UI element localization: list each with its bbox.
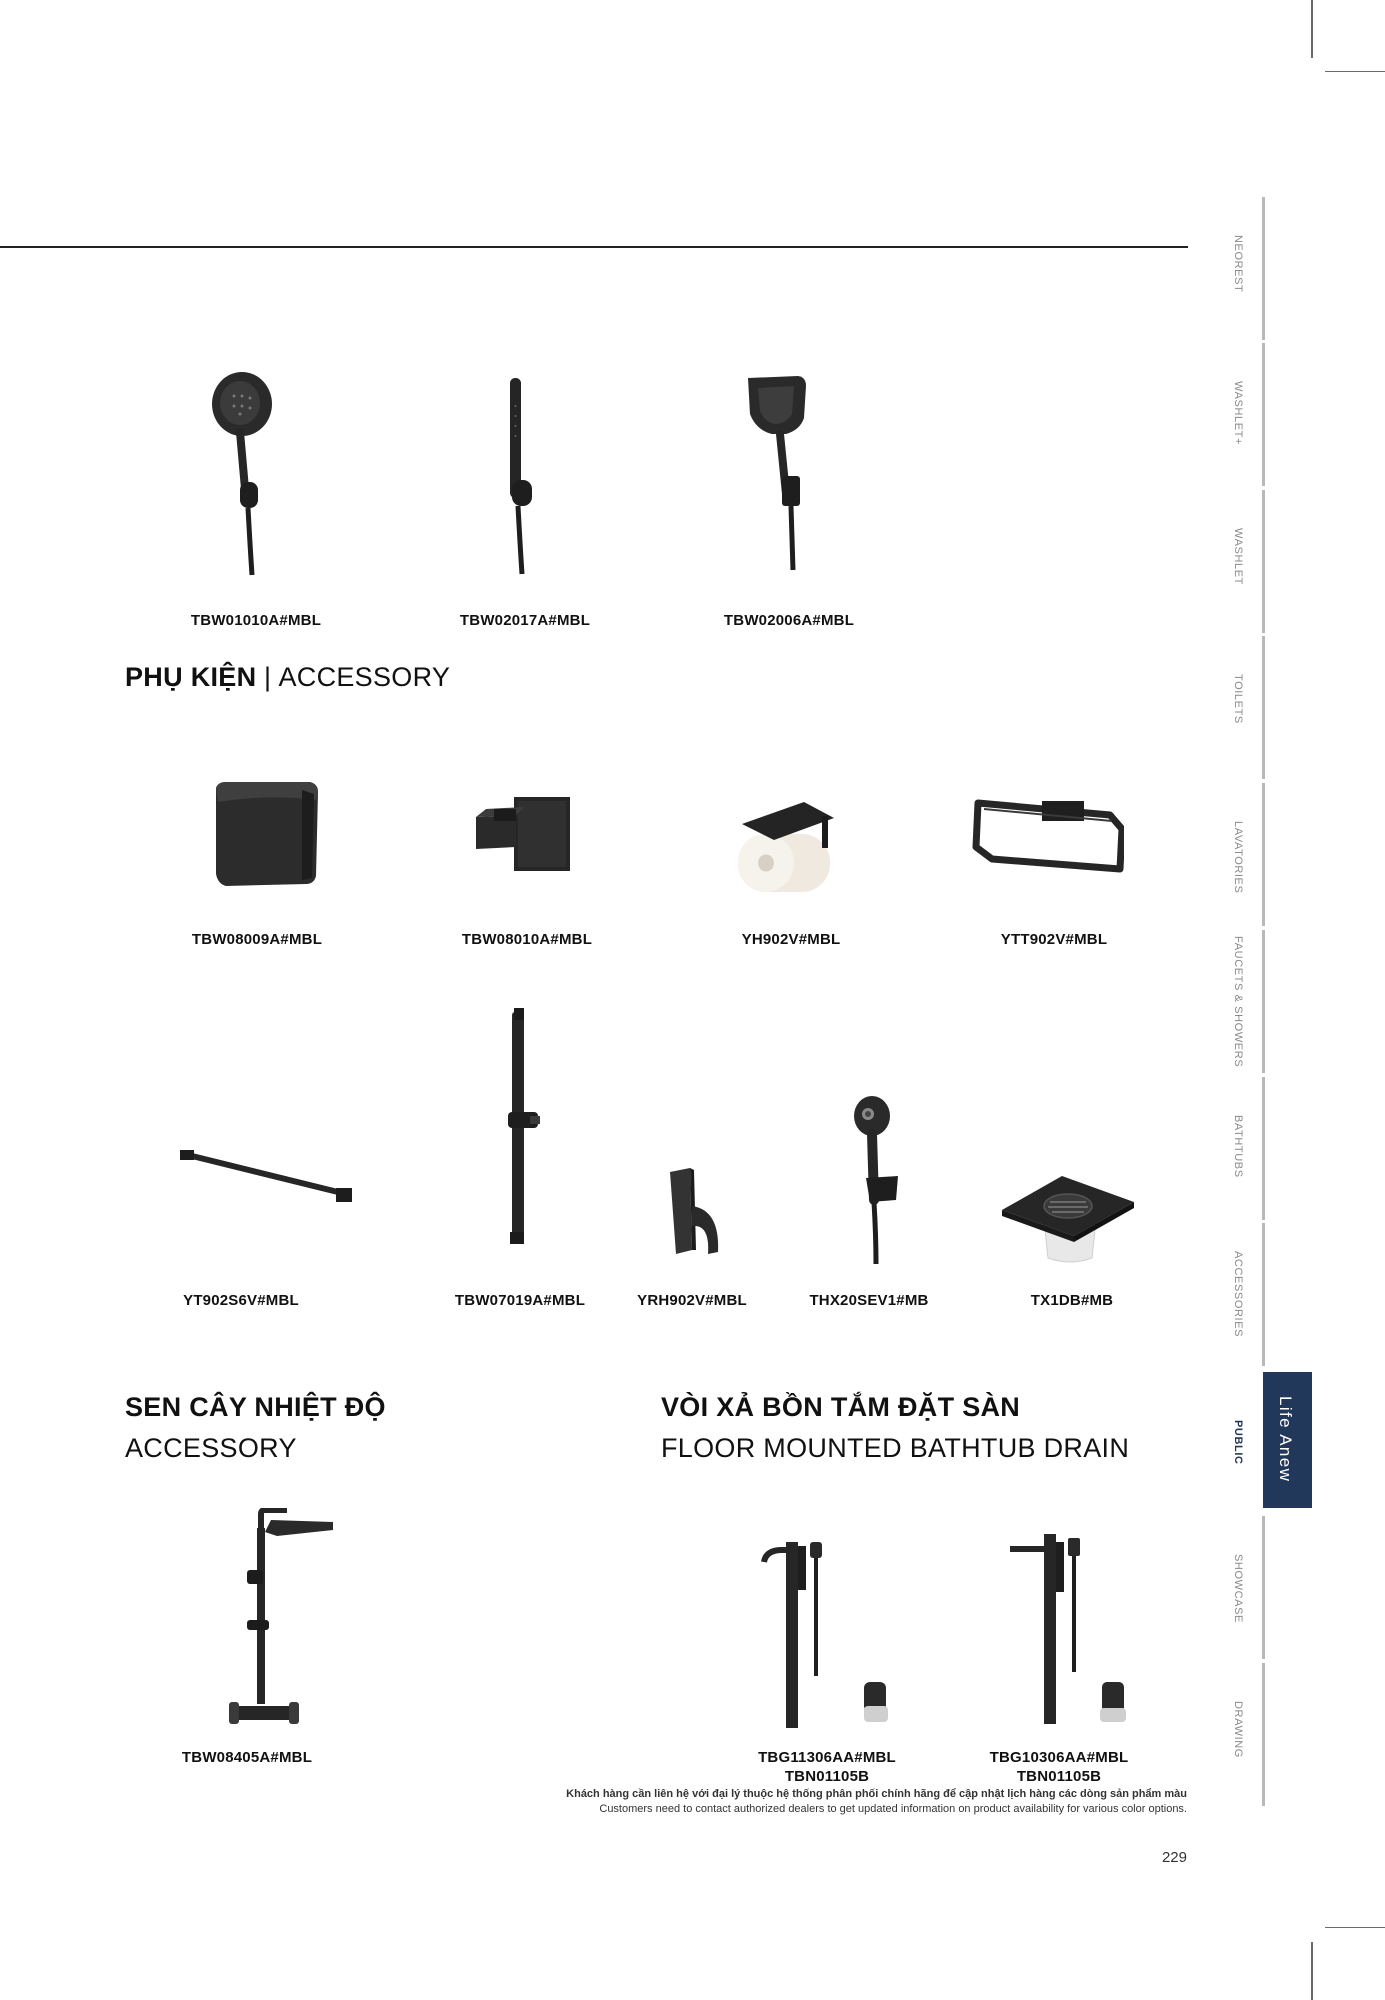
product-code: TBW02006A#MBL [723, 612, 855, 629]
product-code: YTT902V#MBL [1000, 931, 1108, 948]
header-rule [0, 246, 1188, 248]
towel-bar-icon [180, 1148, 352, 1208]
product-code: THX20SEV1#MB [809, 1292, 929, 1309]
sidebar-item-label: ACCESSORIES [1232, 1251, 1244, 1338]
hand-shower-square-icon [742, 374, 832, 574]
floor-mixer-round-icon [760, 1536, 896, 1728]
sidebar-divider [1262, 636, 1265, 779]
wall-elbow-icon [474, 795, 574, 875]
product-code: TBW08010A#MBL [461, 931, 593, 948]
product-code: YH902V#MBL [741, 931, 841, 948]
product-ytt902v[interactable] [972, 795, 1124, 875]
product-yrh902v[interactable] [664, 1166, 726, 1258]
product-code: TBW08009A#MBL [191, 931, 323, 948]
product-tbg10306aa[interactable] [1008, 1532, 1148, 1728]
product-code: TBW01010A#MBL [190, 612, 322, 629]
sidebar-item-washlet[interactable] [1222, 490, 1262, 633]
sidebar-item-lavatories[interactable] [1222, 783, 1262, 926]
footnote-en: Customers need to contact authorized dealers to get updated information on product availability for various color options. [599, 1803, 1187, 1815]
sidebar-divider [1262, 490, 1265, 633]
product-tbw07019a[interactable] [500, 1008, 550, 1244]
product-tbw08009a[interactable] [210, 780, 320, 890]
product-code: TX1DB#MB [1030, 1292, 1114, 1309]
paper-holder-icon [734, 796, 840, 896]
sidebar-item-toilets[interactable] [1222, 636, 1262, 779]
brand-tab-label: Life Anew [1276, 1396, 1295, 1483]
sidebar-item-label: TOILETS [1232, 674, 1244, 724]
sidebar-item-label: WASHLET+ [1232, 381, 1244, 445]
product-tbw08405a[interactable] [225, 1508, 337, 1728]
sidebar-item-label: BATHTUBS [1232, 1115, 1244, 1178]
product-tbg11306aa[interactable] [760, 1536, 896, 1728]
sidebar-divider [1262, 783, 1265, 926]
floor-drain-icon [1000, 1172, 1136, 1264]
product-code: YRH902V#MBL [637, 1292, 747, 1309]
section-title-en: ACCESSORY [278, 662, 451, 692]
product-code: TBG10306AA#MBL [989, 1749, 1129, 1766]
crop-mark-bottom-vertical [1311, 1942, 1313, 2000]
product-code: TBW08405A#MBL [181, 1749, 313, 1766]
crop-mark-top-vertical [1311, 0, 1313, 58]
floor-mixer-square-icon [1008, 1532, 1148, 1728]
product-tx1db[interactable] [1000, 1172, 1136, 1264]
product-tbw02017a[interactable] [500, 376, 560, 576]
product-thx20sev1[interactable] [846, 1096, 910, 1268]
bathtub-title-en: FLOOR MOUNTED BATHTUB DRAIN [661, 1433, 1130, 1463]
sidebar-item-washlet-plus[interactable] [1222, 343, 1262, 486]
product-code: YT902S6V#MBL [183, 1292, 299, 1309]
sidebar-item-faucets-showers[interactable] [1222, 930, 1262, 1073]
hand-shower-stick-icon [500, 376, 560, 576]
sidebar-item-label: SHOWCASE [1232, 1554, 1244, 1623]
product-yh902v[interactable] [734, 796, 840, 896]
sidebar-item-label: WASHLET [1232, 528, 1244, 585]
sidebar-item-neorest[interactable] [1222, 197, 1262, 340]
section-title-vi: PHỤ KIỆN [125, 662, 257, 692]
robe-hook-icon [664, 1166, 726, 1258]
sidebar-item-label: NEOREST [1232, 235, 1244, 293]
sidebar-item-drawing[interactable] [1222, 1663, 1262, 1806]
sidebar-divider [1262, 1223, 1265, 1366]
product-code-secondary: TBN01105B [784, 1768, 870, 1785]
shower-column-title-vi: SEN CÂY NHIỆT ĐỘ [125, 1392, 386, 1422]
cube-cover-icon [210, 780, 320, 890]
bathtub-title-vi: VÒI XẢ BỒN TẮM ĐẶT SÀN [661, 1392, 1021, 1422]
product-code: TBG11306AA#MBL [758, 1749, 896, 1766]
slide-bar-icon [500, 1008, 550, 1244]
product-tbw02006a[interactable] [742, 374, 832, 574]
sidebar-item-accessories[interactable] [1222, 1223, 1262, 1366]
hand-shower-round-icon [200, 370, 290, 580]
product-tbw08010a[interactable] [474, 795, 574, 875]
product-tbw01010a[interactable] [200, 370, 290, 580]
sidebar-divider [1262, 930, 1265, 1073]
sidebar-item-bathtubs[interactable] [1222, 1077, 1262, 1220]
sidebar-divider [1262, 197, 1265, 340]
towel-ring-icon [972, 795, 1124, 875]
title-separator: | [263, 662, 271, 692]
shower-column-icon [225, 1508, 337, 1728]
crop-mark-top-horizontal [1325, 71, 1385, 72]
bidet-spray-icon [846, 1096, 910, 1268]
accessory-section-title [125, 662, 450, 693]
sidebar-divider [1262, 1516, 1265, 1659]
sidebar-item-public[interactable] [1222, 1370, 1262, 1513]
shower-column-title-en: ACCESSORY [125, 1433, 297, 1463]
sidebar-item-showcase[interactable] [1222, 1516, 1262, 1659]
sidebar-divider [1262, 1077, 1265, 1220]
footnote-vi: Khách hàng cần liên hệ với đại lý thuộc hệ thống phân phối chính hãng để cập nhật lịch hàng các dòng sản phẩm màu [566, 1788, 1187, 1800]
product-code: TBW02017A#MBL [459, 612, 591, 629]
sidebar-item-label: FAUCETS & SHOWERS [1232, 936, 1244, 1068]
sidebar-divider [1262, 1663, 1265, 1806]
sidebar-item-label: DRAWING [1232, 1701, 1244, 1758]
product-code: TBW07019A#MBL [454, 1292, 586, 1309]
sidebar-item-label: PUBLIC [1232, 1420, 1244, 1465]
page-number: 229 [1161, 1849, 1187, 1866]
crop-mark-bottom-horizontal [1325, 1927, 1385, 1928]
sidebar-item-label: LAVATORIES [1232, 821, 1244, 894]
product-yt902s6v[interactable] [180, 1148, 352, 1208]
product-code-secondary: TBN01105B [1016, 1768, 1102, 1785]
life-anew-tab[interactable] [1263, 1372, 1312, 1508]
sidebar-divider [1262, 343, 1265, 486]
